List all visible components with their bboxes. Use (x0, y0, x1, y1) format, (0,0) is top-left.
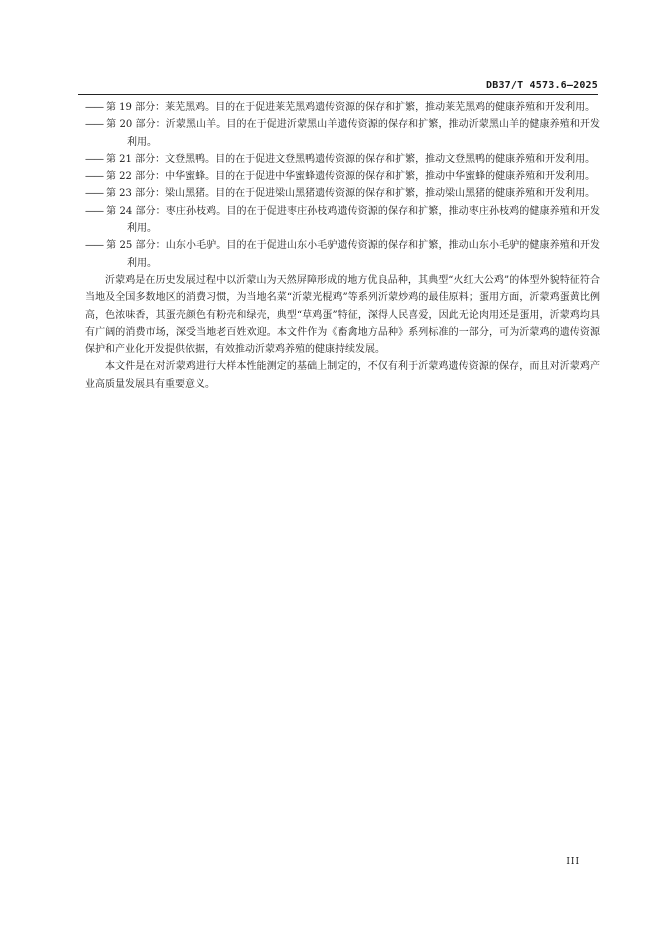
part-list-item (85, 185, 600, 202)
header-divider (78, 94, 598, 95)
list-dash: —— (85, 119, 103, 131)
list-dash: —— (85, 102, 103, 113)
part-list-item (85, 168, 600, 185)
part-description: 第 24 部分：枣庄孙枝鸡。目的在于促进枣庄孙枝鸡遗传资源的保存和扩繁，推动枣庄孙枝鸡的健康养殖和开发利用。 (106, 205, 600, 235)
part-list-item (85, 99, 600, 116)
part-description: 第 22 部分：中华蜜蜂。目的在于促进中华蜜蜂遗传资源的保存和扩繁，推动中华蜜蜂的健康养殖和开发利用。 (106, 171, 596, 183)
part-list-item (85, 151, 600, 168)
part-list-item (85, 237, 600, 272)
body-paragraph: 沂蒙鸡是在历史发展过程中以沂蒙山为天然屏障形成的地方优良品种，其典型“火红大公鸡”的体型外貌特征符合当地及全国多数地区的消费习惯，为当地名菜“沂蒙光棍鸡”等系列沂蒙炒鸡的最佳原料；蛋用方面，沂蒙鸡蛋黄比例高，色浓味香，其蛋壳颜色有粉壳和绿壳，典型“草鸡蛋”特征，深得人民喜爱，因此无论肉用还是蛋用，沂蒙鸡均具有广阔的消费市场，深受当地老百姓欢迎。本文件作为《畜禽地方品种》系列标准的一部分，可为沂蒙鸡的遗传资源保护和产业化开发提供依据，有效推动沂蒙鸡养殖的健康持续发展。 (85, 274, 600, 356)
list-dash: —— (85, 240, 103, 252)
list-dash: —— (85, 171, 103, 183)
part-description: 第 23 部分：梁山黑猪。目的在于促进梁山黑猪遗传资源的保存和扩繁，推动梁山黑猪的健康养殖和开发利用。 (106, 188, 596, 200)
body-paragraph: 本文件是在对沂蒙鸡进行大样本性能测定的基础上制定的，不仅有利于沂蒙鸡遗传资源的保存，而且对沂蒙鸡产业高质量发展具有重要意义。 (85, 361, 600, 390)
part-list-item (85, 116, 600, 151)
page-number: III (566, 857, 580, 867)
list-dash: —— (85, 205, 103, 217)
list-dash: —— (85, 153, 103, 165)
part-description: 第 25 部分：山东小毛驴。目的在于促进山东小毛驴遗传资源的保存和扩繁，推动山东小毛驴的健康养殖和开发利用。 (106, 240, 600, 269)
list-dash: —— (85, 188, 103, 200)
document-body (85, 99, 600, 393)
document-code: DB37/T 4573.6—2025 (486, 80, 598, 91)
part-description: 第 21 部分：文登黑鸭。目的在于促进文登黑鸭遗传资源的保存和扩繁，推动文登黑鸭的健康养殖和开发利用。 (106, 153, 596, 165)
part-list-item (85, 203, 600, 238)
part-description: 第 19 部分：莱芜黑鸡。目的在于促进莱芜黑鸡遗传资源的保存和扩繁，推动莱芜黑鸡的健康养殖和开发利用。 (106, 102, 596, 113)
part-description: 第 20 部分：沂蒙黑山羊。目的在于促进沂蒙黑山羊遗传资源的保存和扩繁，推动沂蒙黑山羊的健康养殖和开发利用。 (106, 119, 600, 148)
